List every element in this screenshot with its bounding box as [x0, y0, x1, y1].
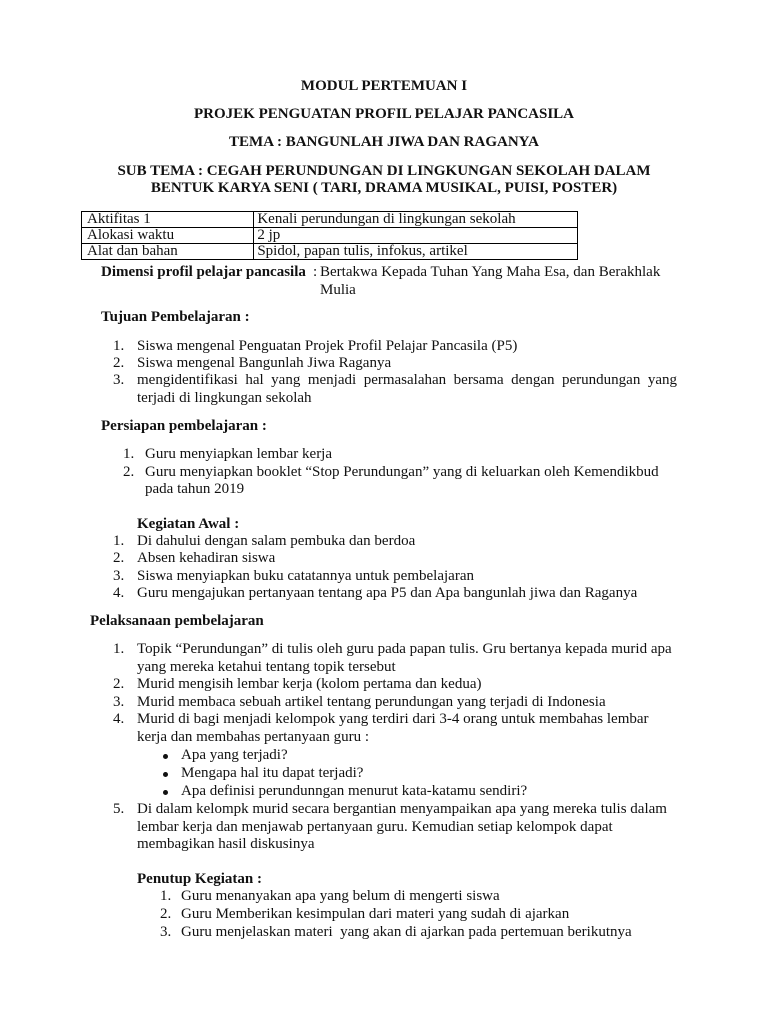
list-number: 2. [160, 906, 172, 922]
list-item-text: kerja dan membahas pertanyaan guru : [137, 729, 369, 745]
bullet-icon [163, 790, 168, 795]
module-title: MODUL PERTEMUAN I [300, 78, 468, 94]
table-row [82, 244, 578, 260]
list-item-text: Murid mengisih lembar kerja (kolom pertama dan kedua) [137, 676, 482, 692]
project-title: PROJEK PENGUATAN PROFIL PELAJAR PANCASILA [193, 106, 575, 122]
list-item-text: yang mereka ketahui tentang topik tersebut [137, 659, 396, 675]
section-heading: Penutup Kegiatan : [137, 871, 263, 887]
table-label-cell: Alokasi waktu [82, 228, 254, 244]
list-number: 2. [123, 464, 135, 480]
list-item-text: Di dahului dengan salam pembuka dan berdoa [137, 533, 416, 549]
table-row [82, 228, 578, 244]
list-number: 4. [113, 711, 125, 727]
dimensi-value-line: Bertakwa Kepada Tuhan Yang Maha Esa, dan Berakhlak [320, 264, 661, 280]
activity-info-table [81, 211, 578, 260]
list-item-text: Guru menanyakan apa yang belum di mengerti siswa [181, 888, 500, 904]
table-value-cell: 2 jp [254, 228, 578, 244]
list-item-text: Di dalam kelompk murid secara bergantian menyampaikan apa yang mereka tulis dalam [137, 801, 667, 817]
list-item-text: Murid di bagi menjadi kelompok yang terdiri dari 3-4 orang untuk membahas lembar [137, 711, 649, 727]
list-item-text: Guru menyiapkan booklet “Stop Perundungan” yang di keluarkan oleh Kemendikbud [145, 464, 659, 480]
list-item-text: Guru mengajukan pertanyaan tentang apa P5 dan Apa bangunlah jiwa dan Raganya [137, 585, 638, 601]
section-heading: Persiapan pembelajaran : [101, 418, 267, 434]
list-item-text: Siswa mengenal Bangunlah Jiwa Raganya [137, 355, 392, 371]
list-number: 2. [113, 550, 125, 566]
table-label-cell: Aktifitas 1 [82, 212, 254, 228]
list-number: 1. [160, 888, 172, 904]
list-item-text: lembar kerja dan menjawab pertanyaan guru. Kemudian setiap kelompok dapat [137, 819, 613, 835]
bullet-icon [163, 772, 168, 777]
list-item-text: Guru menyiapkan lembar kerja [145, 446, 333, 462]
table-value-cell: Spidol, papan tulis, infokus, artikel [254, 244, 578, 260]
list-item-text: Absen kehadiran siswa [137, 550, 276, 566]
bullet-item-text: Apa definisi perundunngan menurut kata-katamu sendiri? [181, 783, 528, 799]
table-value-cell: Kenali perundungan di lingkungan sekolah [254, 212, 578, 228]
bullet-item-text: Apa yang terjadi? [181, 747, 288, 763]
list-item-text: Siswa mengenal Penguatan Projek Profil Pelajar Pancasila (P5) [137, 338, 518, 354]
subtheme-line: BENTUK KARYA SENI ( TARI, DRAMA MUSIKAL, PUISI, POSTER) [150, 180, 618, 196]
list-number: 1. [123, 446, 135, 462]
subtheme-line: SUB TEMA : CEGAH PERUNDUNGAN DI LINGKUNGAN SEKOLAH DALAM [117, 163, 651, 179]
theme-title: TEMA : BANGUNLAH JIWA DAN RAGANYA [229, 134, 539, 150]
list-number: 5. [113, 801, 125, 817]
list-number: 2. [113, 676, 125, 692]
bullet-icon [163, 754, 168, 759]
dimensi-value-line: Mulia [320, 282, 356, 298]
list-item-text: Guru menjelaskan materi yang akan di ajarkan pada pertemuan berikutnya [181, 924, 632, 940]
list-item-text: pada tahun 2019 [145, 481, 245, 497]
list-number: 1. [113, 338, 125, 354]
list-item-text: membagikan hasil diskusinya [137, 836, 315, 852]
section-heading: Kegiatan Awal : [137, 516, 240, 532]
section-heading: Pelaksanaan pembelajaran [90, 613, 264, 629]
list-number: 1. [113, 641, 125, 657]
list-item-text: Guru Memberikan kesimpulan dari materi yang sudah di ajarkan [181, 906, 570, 922]
table-label-cell: Alat dan bahan [82, 244, 254, 260]
table-row [82, 212, 578, 228]
list-item-text: Murid membaca sebuah artikel tentang perundungan yang terjadi di Indonesia [137, 694, 606, 710]
list-number: 3. [113, 568, 125, 584]
list-item-text: Siswa menyiapkan buku catatannya untuk pembelajaran [137, 568, 474, 584]
list-number: 2. [113, 355, 125, 371]
bullet-item-text: Mengapa hal itu dapat terjadi? [181, 765, 364, 781]
list-item-text: Topik “Perundungan” di tulis oleh guru pada papan tulis. Gru bertanya kepada murid apa [137, 641, 672, 657]
list-number: 3. [113, 372, 125, 388]
dimensi-separator: : [313, 264, 318, 280]
list-item-text: terjadi di lingkungan sekolah [137, 390, 312, 406]
dimensi-label: Dimensi profil pelajar pancasila [101, 264, 306, 280]
section-heading: Tujuan Pembelajaran : [101, 309, 250, 325]
list-number: 1. [113, 533, 125, 549]
list-number: 3. [160, 924, 172, 940]
list-number: 3. [113, 694, 125, 710]
list-item-text: mengidentifikasi hal yang menjadi permasalahan bersama dengan perundungan yang [137, 372, 677, 388]
list-number: 4. [113, 585, 125, 601]
